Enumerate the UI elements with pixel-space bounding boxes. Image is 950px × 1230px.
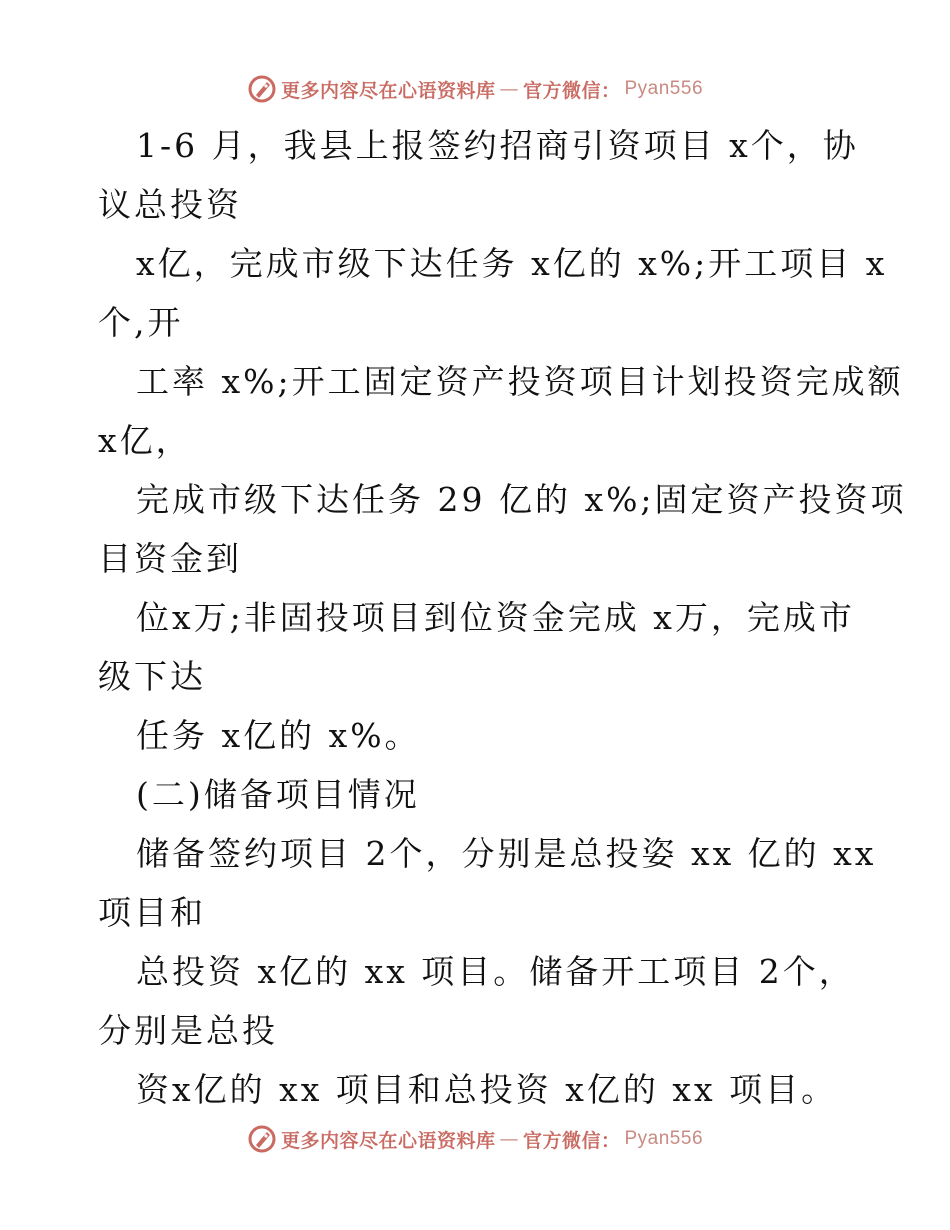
watermark-wechat-label: 官方微信： bbox=[522, 79, 621, 102]
pen-nib-logo-icon bbox=[247, 1124, 277, 1154]
watermark-dash: — bbox=[499, 1128, 519, 1150]
watermark-wechat-id: Pyan556 bbox=[624, 1128, 704, 1149]
paragraph-line: x亿， bbox=[98, 421, 192, 460]
section-heading: (二)储备项目情况 bbox=[136, 775, 420, 814]
paragraph-line: 目资金到 bbox=[98, 539, 242, 578]
paragraph-line: 完成市级下达任务 29 亿的 x%;固定资产投资项 bbox=[136, 480, 907, 519]
watermark-site-text: 更多内容尽在心语资料库 bbox=[280, 1129, 496, 1152]
paragraph-line: 项目和 bbox=[98, 893, 206, 932]
paragraph-line: 储备签约项目 2个，分别是总投姿 xx 亿的 xx bbox=[136, 834, 877, 873]
watermark-site-text: 更多内容尽在心语资料库 bbox=[280, 79, 496, 102]
footer-watermark bbox=[0, 1122, 950, 1156]
pen-nib-logo-icon bbox=[247, 74, 277, 104]
paragraph-line: 位x万;非固投项目到位资金完成 x万，完成市 bbox=[136, 598, 855, 637]
watermark-wechat-label: 官方微信： bbox=[522, 1129, 621, 1152]
paragraph-line: 1-6 月，我县上报签约招商引资项目 x个，协 bbox=[136, 126, 859, 165]
paragraph-line: 总投资 x亿的 xx 项目。储备开工项目 2个， bbox=[136, 952, 855, 991]
paragraph-line: 任务 x亿的 x%。 bbox=[136, 716, 421, 755]
document-body bbox=[98, 116, 907, 1119]
watermark-wechat-id: Pyan556 bbox=[624, 78, 704, 99]
paragraph-line: x亿，完成市级下达任务 x亿的 x%;开工项目 x bbox=[136, 244, 888, 283]
paragraph-line: 资x亿的 xx 项目和总投资 x亿的 xx 项目。 bbox=[136, 1070, 838, 1109]
header-watermark bbox=[0, 72, 950, 106]
paragraph-line: 个,开 bbox=[98, 303, 184, 342]
paragraph-line: 级下达 bbox=[98, 657, 206, 696]
paragraph-line: 工率 x%;开工固定资产投资项目计划投资完成额 bbox=[136, 362, 904, 401]
watermark-dash: — bbox=[499, 78, 519, 100]
paragraph-line: 分别是总投 bbox=[98, 1011, 278, 1050]
paragraph-line: 议总投资 bbox=[98, 185, 242, 224]
